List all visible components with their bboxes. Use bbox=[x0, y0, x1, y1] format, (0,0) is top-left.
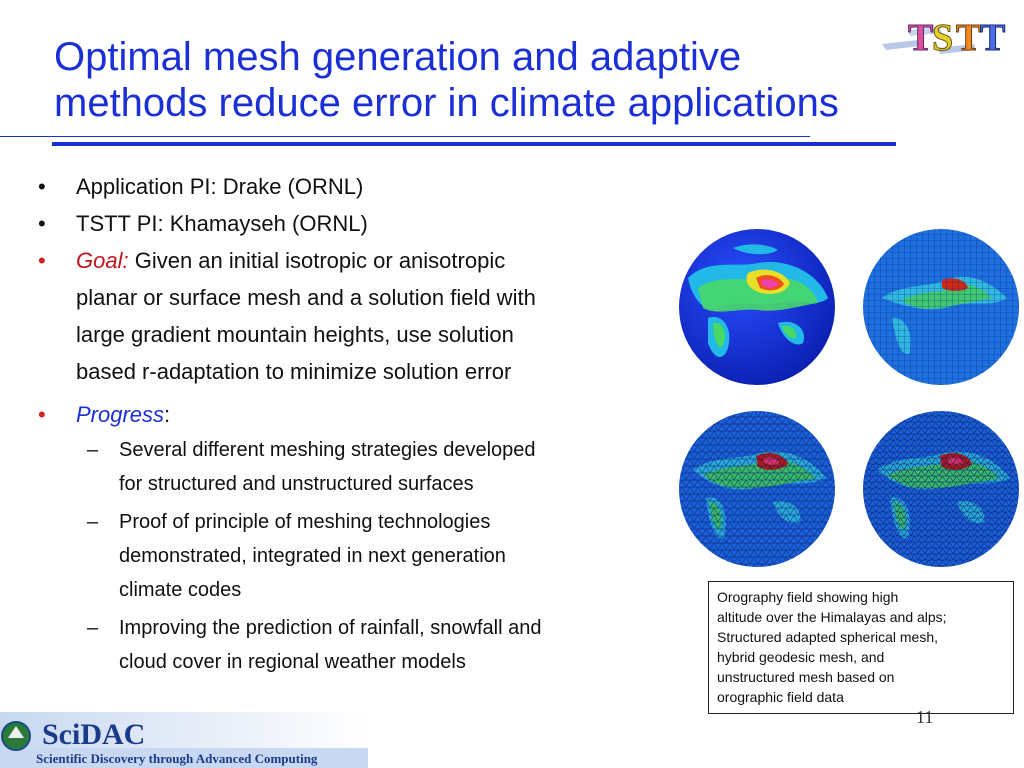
goal-text: large gradient mountain heights, use solution bbox=[76, 322, 514, 347]
progress-sub-item bbox=[38, 433, 678, 501]
orography-field-globe bbox=[678, 228, 836, 386]
sub-item-text: cloud cover in regional weather models bbox=[119, 651, 466, 673]
scidac-tagline: Scientific Discovery through Advanced Computing bbox=[36, 751, 318, 766]
goal-label: Goal: bbox=[76, 248, 129, 273]
bullet-list bbox=[38, 168, 678, 679]
caption-line: Structured adapted spherical mesh, bbox=[717, 629, 939, 645]
slide-title bbox=[54, 34, 954, 126]
bullet-dot: • bbox=[38, 174, 46, 199]
title-underline-thick bbox=[52, 142, 896, 146]
title-line: methods reduce error in climate applications bbox=[54, 81, 839, 125]
caption-line: Orography field showing high bbox=[717, 589, 899, 605]
svg-text:T: T bbox=[980, 17, 1006, 59]
title-line: Optimal mesh generation and adaptive bbox=[54, 35, 742, 79]
figure-caption bbox=[708, 581, 1014, 714]
sub-item-text: Several different meshing strategies developed bbox=[119, 439, 536, 461]
progress-sub-item bbox=[38, 611, 678, 679]
bullet-text: Application PI: Drake (ORNL) bbox=[76, 174, 364, 199]
svg-text:S: S bbox=[932, 17, 954, 59]
tstt-logo bbox=[878, 10, 1018, 66]
bullet-text: TSTT PI: Khamayseh (ORNL) bbox=[76, 211, 368, 236]
bullet-progress bbox=[38, 396, 678, 433]
sub-item-text: demonstrated, integrated in next generation bbox=[119, 545, 506, 567]
page-number: 11 bbox=[916, 707, 934, 727]
bullet-dot: • bbox=[38, 248, 46, 273]
caption-line: altitude over the Himalayas and alps; bbox=[717, 609, 947, 625]
caption-line: unstructured mesh based on bbox=[717, 669, 895, 685]
sub-dash: – bbox=[87, 439, 99, 461]
bullet-goal bbox=[38, 242, 678, 390]
caption-line: hybrid geodesic mesh, and bbox=[717, 649, 885, 665]
progress-colon: : bbox=[164, 402, 171, 427]
bullet-tstt-pi bbox=[38, 205, 678, 242]
bullet-dot: • bbox=[38, 211, 46, 236]
hybrid-geodesic-mesh-globe bbox=[678, 410, 836, 568]
unstructured-mesh-globe bbox=[862, 410, 1020, 568]
goal-text: planar or surface mesh and a solution field with bbox=[76, 285, 536, 310]
goal-text: based r-adaptation to minimize solution error bbox=[76, 359, 512, 384]
svg-text:T: T bbox=[908, 17, 934, 59]
progress-sub-item bbox=[38, 505, 678, 607]
sub-dash: – bbox=[87, 511, 99, 533]
scidac-logo bbox=[0, 712, 368, 768]
goal-text: Given an initial isotropic or anisotropic bbox=[128, 248, 506, 273]
progress-label: Progress bbox=[76, 402, 165, 427]
sub-dash: – bbox=[87, 617, 99, 639]
title-underline-thin bbox=[0, 136, 810, 137]
scidac-name: SciDAC bbox=[42, 718, 146, 751]
caption-line: orographic field data bbox=[717, 689, 844, 705]
bullet-app-pi bbox=[38, 168, 678, 205]
sub-item-text: Proof of principle of meshing technologies bbox=[119, 511, 491, 533]
sub-item-text: for structured and unstructured surfaces bbox=[119, 473, 474, 495]
sub-item-text: Improving the prediction of rainfall, snowfall and bbox=[119, 617, 542, 639]
bullet-dot: • bbox=[38, 402, 46, 427]
svg-text:T: T bbox=[956, 17, 982, 59]
sub-item-text: climate codes bbox=[119, 579, 242, 601]
structured-mesh-globe bbox=[862, 228, 1020, 386]
